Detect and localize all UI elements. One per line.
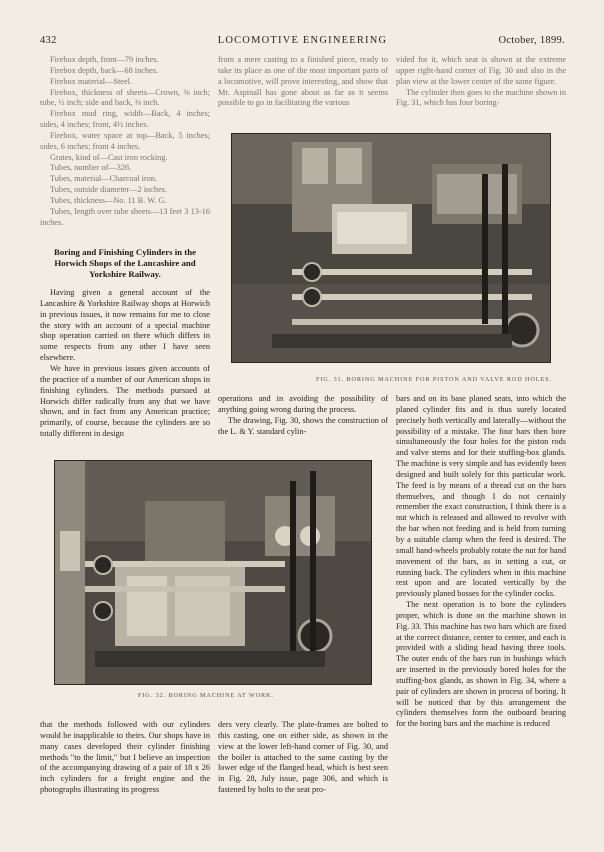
body-paragraph: ders very clearly. The plate-frames are bolted to this casting, one on either side, as shown in the view at the lower left-hand corner of Fig. 30, and the boiler is attached to the same casting by the lower edge of the flanged head, which is best seen in Fig. 28, July issue, page 306, and which is fastened by bolts to the seat pro- xyxy=(218,720,388,795)
spec-item: Firebox depth, back—68 inches. xyxy=(50,65,159,75)
body-paragraph: bars and on its base planed seats, into which the planed cylinder fits and is thus surely located precisely both vertically and laterally—without the possibility of a mistake. The four bars then bore simultaneously the four holes for the piston rods and valve stems and for their stuffing-box glands. The machine is very simple and has evidently been designed and built solely for this particular work. The feed is by means of a thread cut on the bars themselves, and though I do not certainly remember the exact construction, I think there is a nut which is released and allowed to revolve with the bar when not feeding and is held from turning by a suitable clamp when the feed is desired. The small hand-wheels probably rotate the nut for hand movement of the bars, as in setting a cut, or running back. The cylinders when in this machine rest upon and are located vertically by the previously planed bosses for the cylinder cocks. xyxy=(396,394,566,599)
spec-item: Tubes, thickness—No. 11 B. W. G. xyxy=(50,195,167,205)
boring-machine-illustration xyxy=(232,134,550,362)
right-column xyxy=(396,394,566,730)
spec-item: Firebox mud ring, width—Back, 4 inches; sides, 4 inches; front, 4½ inches. xyxy=(40,109,210,130)
figure-31-photo xyxy=(231,133,551,363)
body-paragraph: The cylinder then goes to the machine shown in Fig. 31, which has four boring- xyxy=(396,87,566,108)
body-paragraph: The next operation is to bore the cylinders proper, which is done on the machine shown in Fig. 33. This machine has two bars which are fixed at the correct distance, center to center, and each is provided with a sliding head having three tools. The outer ends of the bars run in bushings which are inserted in the previously bored holes for the stuffing-box glands, as shown in Fig. 34, where a pair of cylinders are shown in process of boring. It will be noticed that by this arrangement the cylinders themselves form the outboard bearing for the boring bars and the machine is reduced xyxy=(396,600,566,729)
body-paragraph: We have in previous issues given accounts of the practice of a number of our American shops in finishing cylinders. The methods pursued at Horwich differ radically from any that we have shown, and in fact from any American practice; primarily, of course, because the cylinders are so totally different in design xyxy=(40,364,210,439)
middle-top-text xyxy=(218,55,388,109)
body-paragraph: Having given a general account of the Lancashire & Yorkshire Railway shops at Horwich in previous issues, it now remains for me to close the story with an account of a special machine shop operation carried on there which differs in some respects from any other I have seen elsewhere. xyxy=(40,288,210,363)
body-paragraph: operations and in avoiding the possibility of anything going wrong during the process. xyxy=(218,394,388,414)
spec-item: Tubes, number of—326. xyxy=(50,163,132,173)
page-header xyxy=(40,35,565,49)
bottom-left-text xyxy=(40,720,210,796)
spec-item: Tubes, material—Charcoal iron. xyxy=(50,174,158,184)
spec-item: Tubes, length over tube sheets—13 feet 3 13-16 inches. xyxy=(40,206,210,227)
magazine-title: LOCOMOTIVE ENGINEERING xyxy=(217,35,388,46)
body-paragraph: vided for it, which seat is shown at the extreme upper right-hand corner of Fig. 30 and also in the plan view at the lower center of the same figure. xyxy=(396,55,566,86)
boring-machine-at-work-illustration xyxy=(55,461,371,684)
bottom-middle-text xyxy=(218,720,388,796)
left-column xyxy=(40,55,210,440)
right-top-text xyxy=(396,55,566,109)
figure-32-photo xyxy=(54,460,372,685)
spec-item: Grates, kind of—Cast iron rocking. xyxy=(50,152,168,162)
issue-date: October, 1899. xyxy=(498,35,565,46)
spec-list xyxy=(40,55,210,229)
article-heading: Boring and Finishing Cylinders in the Horwich Shops of the Lancashire and Yorkshire Railway. xyxy=(53,246,196,279)
figure-32-caption: FIG. 32. BORING MACHINE AT WORK. xyxy=(138,692,274,699)
body-paragraph: The drawing, Fig. 30, shows the construction of the L. & Y. standard cylin- xyxy=(218,415,388,436)
spec-item: Firebox material—Steel. xyxy=(50,76,133,86)
middle-column-text xyxy=(218,394,388,437)
figure-31-caption: FIG. 31. BORING MACHINE FOR PISTON AND VALVE ROD HOLES. xyxy=(316,376,552,383)
page-number: 432 xyxy=(40,35,57,46)
spec-item: Firebox, water space at top—Back, 5 inches; sides, 6 inches; front 4 inches. xyxy=(40,130,210,151)
spec-item: Tubes, outside diameter—2 inches. xyxy=(50,185,167,195)
spec-item: Firebox depth, front—79 inches. xyxy=(50,55,159,64)
body-paragraph: from a mere casting to a finished piece, ready to take its place as one of the most important parts of a locomotive, will prove interesting, and show that Mr. Aspinall has gone about as far as it seems possible to go in facilitating the various xyxy=(218,55,388,108)
spec-item: Firebox, thickness of sheets—Crown, ⅜ inch; tube, ½ inch; side and back, ⅜ inch. xyxy=(40,87,210,108)
body-paragraph: that the methods followed with our cylinders would be inapplicable to theirs. Our shops have in many cases developed their cylinder finishing methods "to the limit," but I believe an inspection of the accompanying drawing of a pair of 18 x 26 inch cylinders for a freight engine and the photographs illustrating its progress xyxy=(40,720,210,795)
